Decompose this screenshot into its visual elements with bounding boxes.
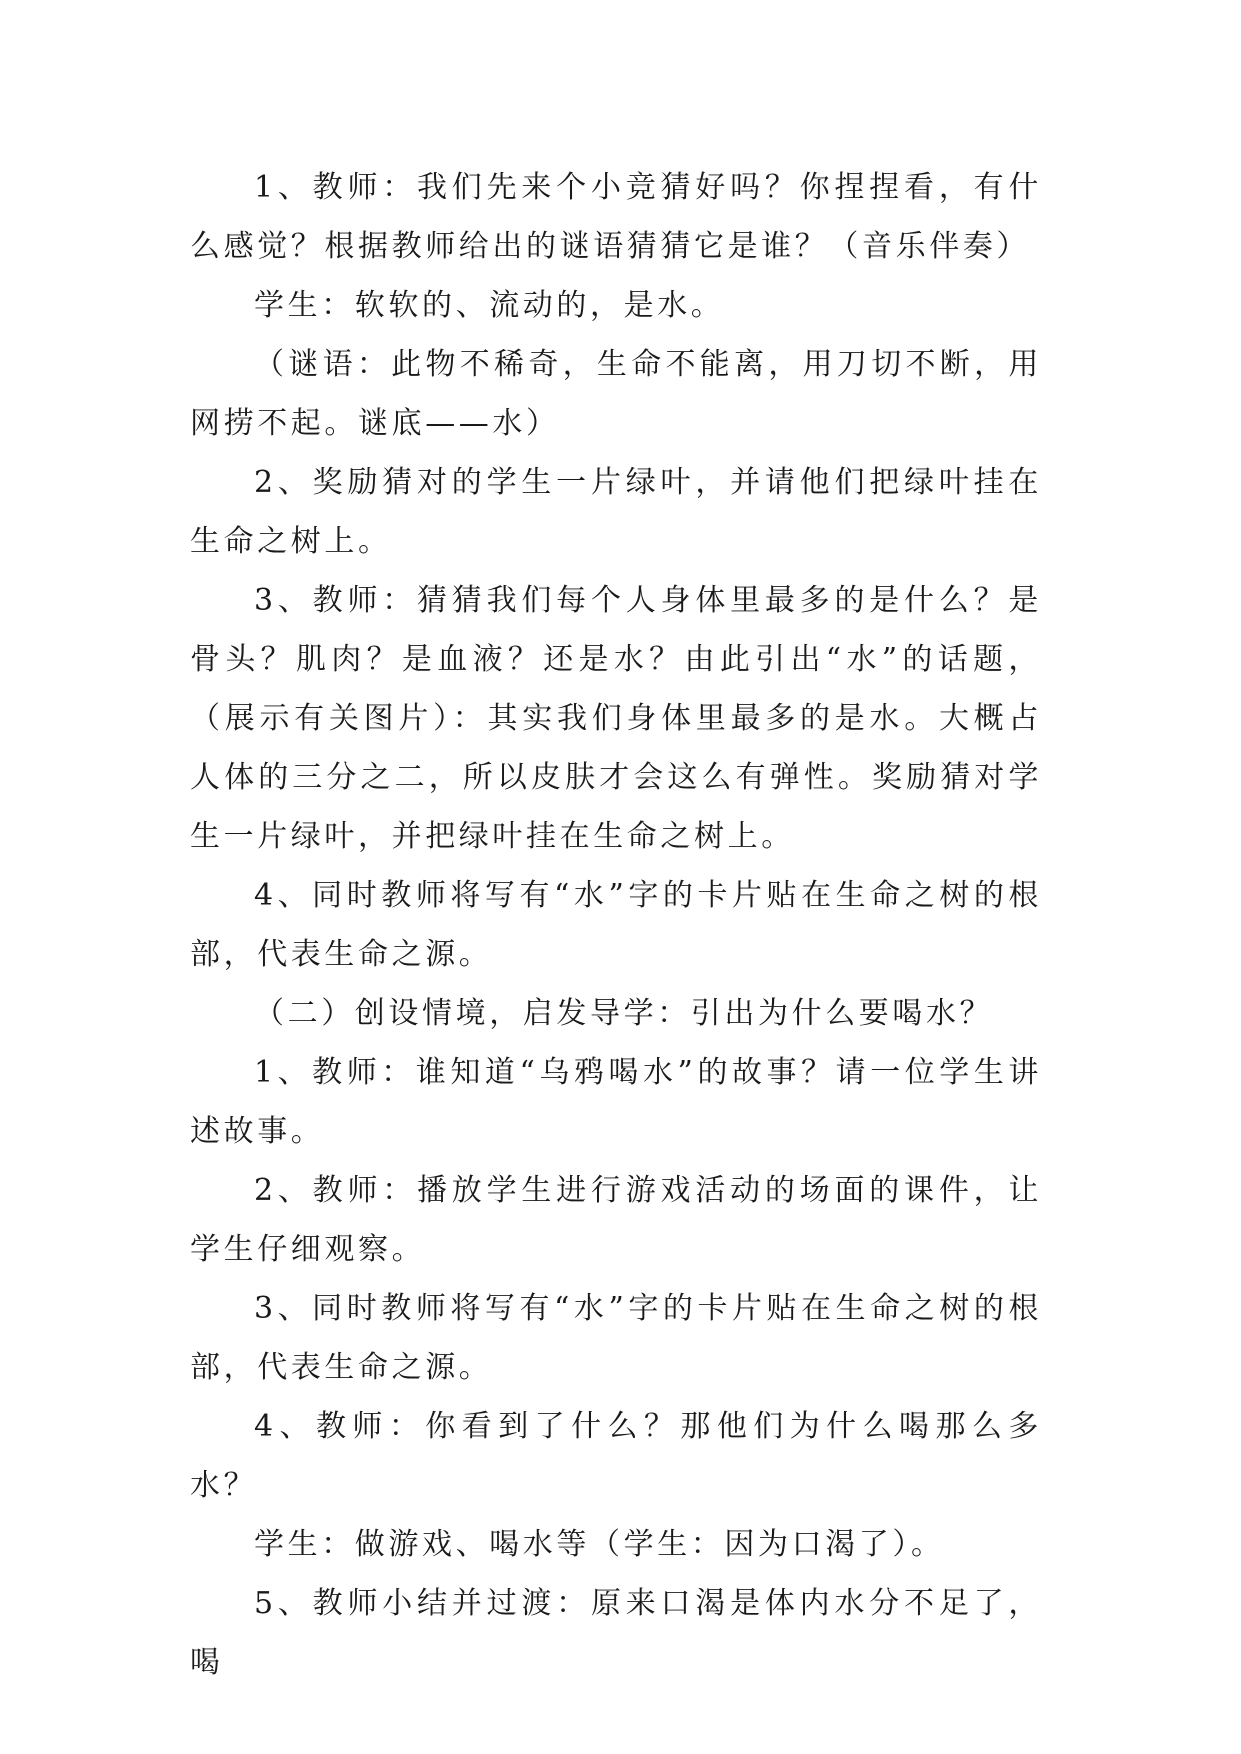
paragraph: 3、教师：猜猜我们每个人身体里最多的是什么？是骨头？肌肉？是血液？还是水？由此引出“水”的话题，（展示有关图片）：其实我们身体里最多的是水。大概占人体的三分之二，所以皮肤才会这么有弹性。奖励猜对学生一片绿叶，并把绿叶挂在生命之树上。	[190, 583, 1042, 854]
paragraph: 2、教师：播放学生进行游戏活动的场面的课件，让学生仔细观察。	[190, 1173, 1042, 1267]
section-heading: （二）创设情境，启发导学：引出为什么要喝水？	[254, 996, 994, 1031]
paragraph: 4、教师：你看到了什么？那他们为什么喝那么多水？	[190, 1409, 1042, 1503]
paragraph: 2、奖励猜对的学生一片绿叶，并请他们把绿叶挂在生命之树上。	[190, 465, 1042, 559]
paragraph: 学生：软软的、流动的，是水。	[254, 288, 725, 323]
paragraph: 5、教师小结并过渡：原来口渴是体内水分不足了，喝	[190, 1586, 1042, 1680]
paragraph: 学生：做游戏、喝水等（学生：因为口渴了）。	[254, 1527, 945, 1562]
paragraph: 3、同时教师将写有“水”字的卡片贴在生命之树的根部，代表生命之源。	[190, 1291, 1042, 1385]
paragraph: 1、教师：谁知道“乌鸦喝水”的故事？请一位学生讲述故事。	[190, 1055, 1042, 1149]
paragraph: 4、同时教师将写有“水”字的卡片贴在生命之树的根部，代表生命之源。	[190, 878, 1042, 972]
paragraph: （谜语：此物不稀奇，生命不能离，用刀切不断，用网捞不起。谜底——水）	[190, 347, 1042, 441]
document-body	[190, 158, 1042, 1692]
paragraph: 1、教师：我们先来个小竞猜好吗？你捏捏看，有什么感觉？根据教师给出的谜语猜猜它是谁？（音乐伴奏）	[190, 170, 1042, 264]
